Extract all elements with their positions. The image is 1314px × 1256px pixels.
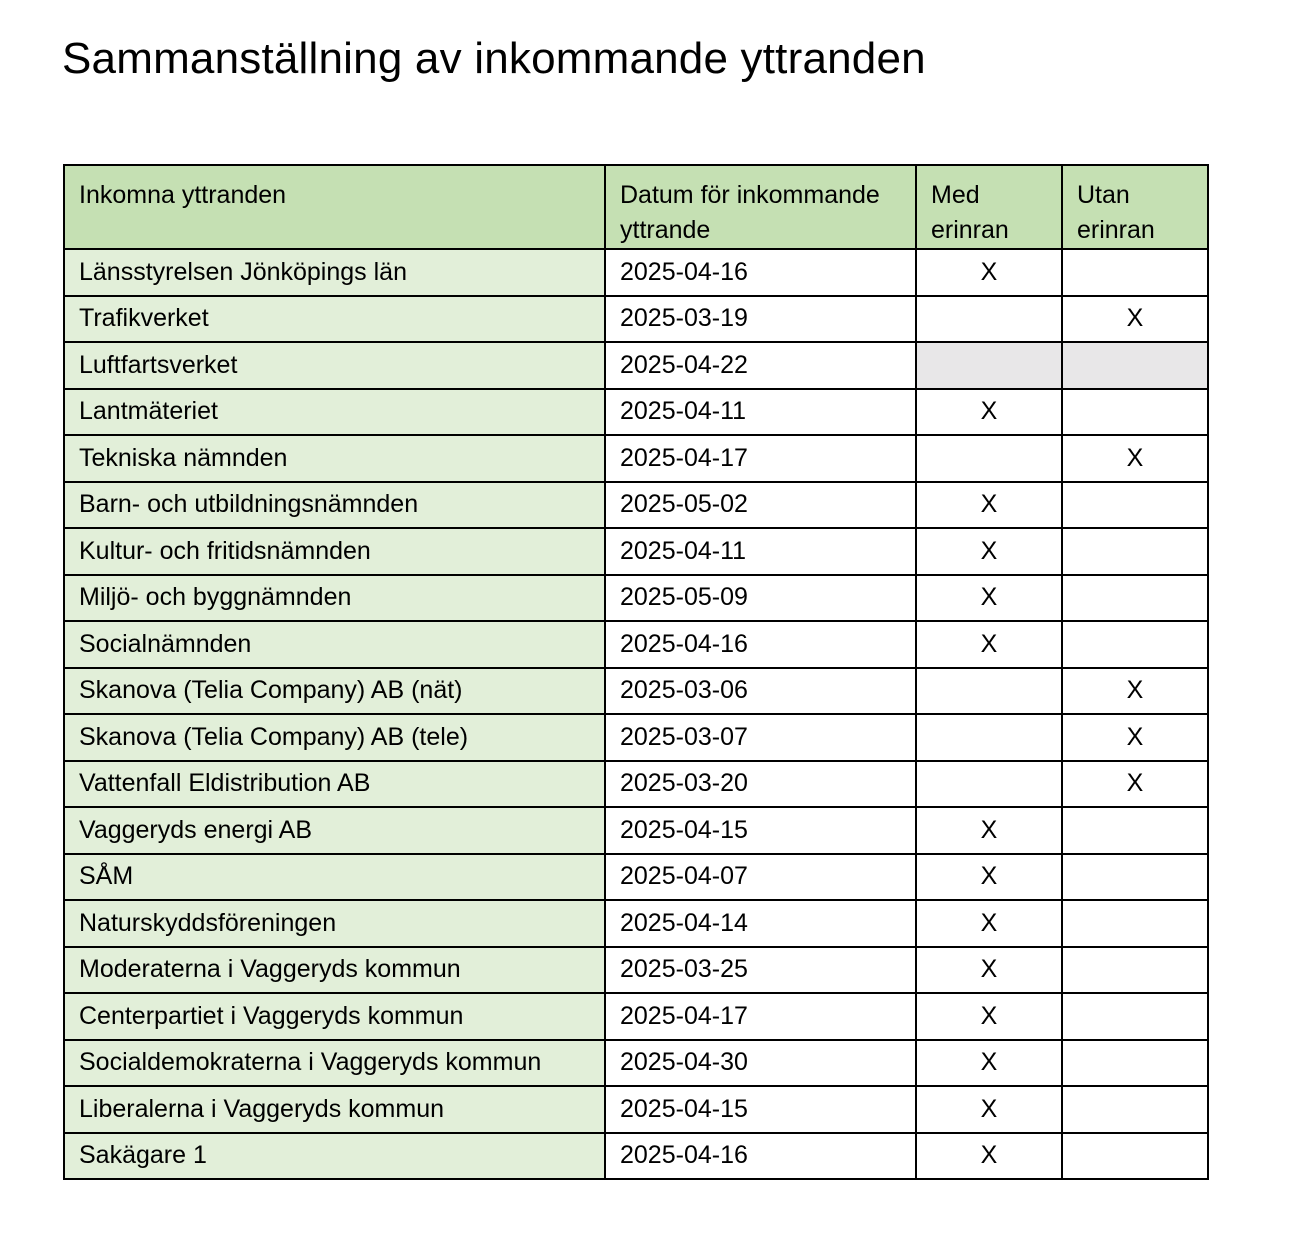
table-row bbox=[64, 621, 1208, 668]
cell-utan-erinran bbox=[1062, 854, 1208, 901]
cell-date: 2025-04-16 bbox=[605, 621, 916, 668]
cell-utan-erinran bbox=[1062, 900, 1208, 947]
cell-date: 2025-03-07 bbox=[605, 714, 916, 761]
cell-med-erinran: X bbox=[916, 482, 1062, 529]
cell-utan-erinran: X bbox=[1062, 668, 1208, 715]
cell-med-erinran: X bbox=[916, 993, 1062, 1040]
cell-utan-erinran bbox=[1062, 1086, 1208, 1133]
cell-date: 2025-04-17 bbox=[605, 435, 916, 482]
cell-med-erinran bbox=[916, 342, 1062, 389]
cell-name: Naturskyddsföreningen bbox=[64, 900, 605, 947]
table-row bbox=[64, 993, 1208, 1040]
table-row bbox=[64, 854, 1208, 901]
cell-name: Vattenfall Eldistribution AB bbox=[64, 761, 605, 808]
cell-date: 2025-04-22 bbox=[605, 342, 916, 389]
cell-med-erinran bbox=[916, 296, 1062, 343]
table-row bbox=[64, 528, 1208, 575]
cell-date: 2025-05-02 bbox=[605, 482, 916, 529]
statements-table bbox=[63, 164, 1209, 1180]
cell-name: Tekniska nämnden bbox=[64, 435, 605, 482]
table-row bbox=[64, 482, 1208, 529]
cell-med-erinran: X bbox=[916, 1086, 1062, 1133]
table-row bbox=[64, 761, 1208, 808]
cell-utan-erinran bbox=[1062, 389, 1208, 436]
cell-date: 2025-03-06 bbox=[605, 668, 916, 715]
cell-name: Miljö- och byggnämnden bbox=[64, 575, 605, 622]
header-med-erinran: Med erinran bbox=[916, 165, 1062, 249]
cell-name: Centerpartiet i Vaggeryds kommun bbox=[64, 993, 605, 1040]
cell-med-erinran: X bbox=[916, 1040, 1062, 1087]
cell-name: Socialdemokraterna i Vaggeryds kommun bbox=[64, 1040, 605, 1087]
cell-utan-erinran: X bbox=[1062, 714, 1208, 761]
cell-utan-erinran bbox=[1062, 947, 1208, 994]
cell-date: 2025-04-16 bbox=[605, 1133, 916, 1180]
table-row bbox=[64, 575, 1208, 622]
table-row bbox=[64, 389, 1208, 436]
cell-date: 2025-04-16 bbox=[605, 249, 916, 296]
table-row bbox=[64, 1086, 1208, 1133]
header-datum: Datum för inkommande yttrande bbox=[605, 165, 916, 249]
cell-date: 2025-04-15 bbox=[605, 807, 916, 854]
cell-name: Luftfartsverket bbox=[64, 342, 605, 389]
cell-utan-erinran: X bbox=[1062, 296, 1208, 343]
cell-utan-erinran bbox=[1062, 807, 1208, 854]
cell-utan-erinran bbox=[1062, 1040, 1208, 1087]
cell-date: 2025-04-30 bbox=[605, 1040, 916, 1087]
table-row bbox=[64, 1040, 1208, 1087]
cell-date: 2025-04-11 bbox=[605, 389, 916, 436]
cell-utan-erinran: X bbox=[1062, 761, 1208, 808]
cell-med-erinran bbox=[916, 761, 1062, 808]
table-row bbox=[64, 807, 1208, 854]
cell-utan-erinran bbox=[1062, 621, 1208, 668]
cell-med-erinran: X bbox=[916, 947, 1062, 994]
cell-date: 2025-03-25 bbox=[605, 947, 916, 994]
cell-utan-erinran bbox=[1062, 993, 1208, 1040]
cell-med-erinran bbox=[916, 668, 1062, 715]
cell-utan-erinran bbox=[1062, 482, 1208, 529]
cell-med-erinran: X bbox=[916, 807, 1062, 854]
cell-name: Barn- och utbildningsnämnden bbox=[64, 482, 605, 529]
cell-utan-erinran bbox=[1062, 575, 1208, 622]
cell-med-erinran: X bbox=[916, 1133, 1062, 1180]
cell-med-erinran: X bbox=[916, 528, 1062, 575]
cell-utan-erinran: X bbox=[1062, 435, 1208, 482]
cell-med-erinran: X bbox=[916, 854, 1062, 901]
cell-med-erinran: X bbox=[916, 575, 1062, 622]
cell-date: 2025-04-07 bbox=[605, 854, 916, 901]
cell-date: 2025-05-09 bbox=[605, 575, 916, 622]
cell-utan-erinran bbox=[1062, 1133, 1208, 1180]
cell-name: Trafikverket bbox=[64, 296, 605, 343]
cell-med-erinran: X bbox=[916, 900, 1062, 947]
table-row bbox=[64, 249, 1208, 296]
cell-name: Skanova (Telia Company) AB (tele) bbox=[64, 714, 605, 761]
cell-name: SÅM bbox=[64, 854, 605, 901]
table-row bbox=[64, 435, 1208, 482]
cell-med-erinran bbox=[916, 435, 1062, 482]
table-row bbox=[64, 900, 1208, 947]
cell-utan-erinran bbox=[1062, 342, 1208, 389]
cell-utan-erinran bbox=[1062, 528, 1208, 575]
cell-date: 2025-03-19 bbox=[605, 296, 916, 343]
page-title: Sammanställning av inkommande yttranden bbox=[62, 34, 926, 83]
cell-date: 2025-04-14 bbox=[605, 900, 916, 947]
cell-med-erinran bbox=[916, 714, 1062, 761]
cell-date: 2025-04-17 bbox=[605, 993, 916, 1040]
cell-name: Sakägare 1 bbox=[64, 1133, 605, 1180]
cell-name: Liberalerna i Vaggeryds kommun bbox=[64, 1086, 605, 1133]
cell-name: Lantmäteriet bbox=[64, 389, 605, 436]
table-row bbox=[64, 1133, 1208, 1180]
table-row bbox=[64, 296, 1208, 343]
header-utan-erinran: Utan erinran bbox=[1062, 165, 1208, 249]
cell-date: 2025-04-11 bbox=[605, 528, 916, 575]
table-body bbox=[64, 249, 1208, 1179]
cell-med-erinran: X bbox=[916, 621, 1062, 668]
table-row bbox=[64, 668, 1208, 715]
table-header-row bbox=[64, 165, 1208, 249]
cell-utan-erinran bbox=[1062, 249, 1208, 296]
table-row bbox=[64, 947, 1208, 994]
cell-name: Socialnämnden bbox=[64, 621, 605, 668]
cell-name: Vaggeryds energi AB bbox=[64, 807, 605, 854]
table-row bbox=[64, 714, 1208, 761]
cell-name: Moderaterna i Vaggeryds kommun bbox=[64, 947, 605, 994]
cell-med-erinran: X bbox=[916, 249, 1062, 296]
header-inkomna-yttranden: Inkomna yttranden bbox=[64, 165, 605, 249]
table-row bbox=[64, 342, 1208, 389]
cell-date: 2025-04-15 bbox=[605, 1086, 916, 1133]
cell-name: Skanova (Telia Company) AB (nät) bbox=[64, 668, 605, 715]
cell-med-erinran: X bbox=[916, 389, 1062, 436]
cell-name: Länsstyrelsen Jönköpings län bbox=[64, 249, 605, 296]
cell-name: Kultur- och fritidsnämnden bbox=[64, 528, 605, 575]
cell-date: 2025-03-20 bbox=[605, 761, 916, 808]
